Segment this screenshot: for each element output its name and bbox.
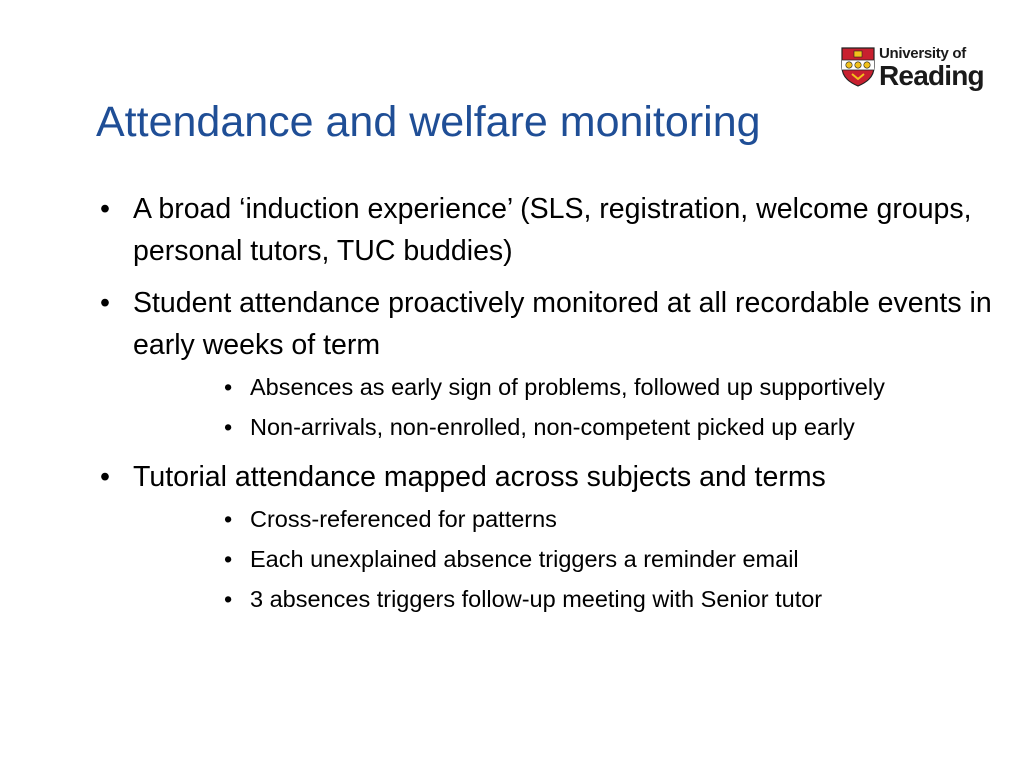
sub-bullet-dot-icon: • bbox=[224, 374, 233, 400]
sub-bullet-text: Absences as early sign of problems, followed up supportively bbox=[250, 374, 885, 400]
sub-bullet-item bbox=[223, 368, 996, 406]
university-logo bbox=[841, 44, 984, 96]
sub-bullet-text: Non-arrivals, non-enrolled, non-competent picked up early bbox=[250, 414, 855, 440]
sub-bullet-item bbox=[223, 540, 996, 578]
sub-bullet-item bbox=[223, 408, 996, 446]
bullet-list bbox=[96, 188, 996, 628]
bullet-dot-icon: • bbox=[100, 193, 110, 225]
bullet-item bbox=[96, 456, 996, 618]
bullet-text: A broad ‘induction experience’ (SLS, registration, welcome groups, personal tutors, TUC buddies) bbox=[133, 193, 972, 267]
sub-bullet-item bbox=[223, 580, 996, 618]
sub-bullet-list bbox=[133, 368, 996, 446]
sub-bullet-item bbox=[223, 500, 996, 538]
sub-bullet-dot-icon: • bbox=[224, 586, 233, 612]
bullet-dot-icon: • bbox=[100, 287, 110, 319]
shield-crest-icon bbox=[841, 47, 875, 87]
logo-line-1: University of bbox=[879, 45, 966, 62]
logo-line-2: Reading bbox=[879, 60, 984, 91]
slide-title: Attendance and welfare monitoring bbox=[96, 98, 761, 146]
sub-bullet-text: 3 absences triggers follow-up meeting with Senior tutor bbox=[250, 586, 823, 612]
bullet-text: Tutorial attendance mapped across subjects and terms bbox=[133, 461, 826, 493]
sub-bullet-dot-icon: • bbox=[224, 414, 233, 440]
bullet-dot-icon: • bbox=[100, 461, 110, 493]
bullet-item bbox=[96, 188, 996, 272]
bullet-text: Student attendance proactively monitored at all recordable events in early weeks of term bbox=[133, 287, 992, 361]
sub-bullet-text: Each unexplained absence triggers a reminder email bbox=[250, 546, 799, 572]
sub-bullet-list bbox=[133, 500, 996, 618]
logo-wordmark bbox=[879, 44, 984, 90]
sub-bullet-text: Cross-referenced for patterns bbox=[250, 506, 557, 532]
sub-bullet-dot-icon: • bbox=[224, 506, 233, 532]
sub-bullet-dot-icon: • bbox=[224, 546, 233, 572]
bullet-item bbox=[96, 282, 996, 446]
